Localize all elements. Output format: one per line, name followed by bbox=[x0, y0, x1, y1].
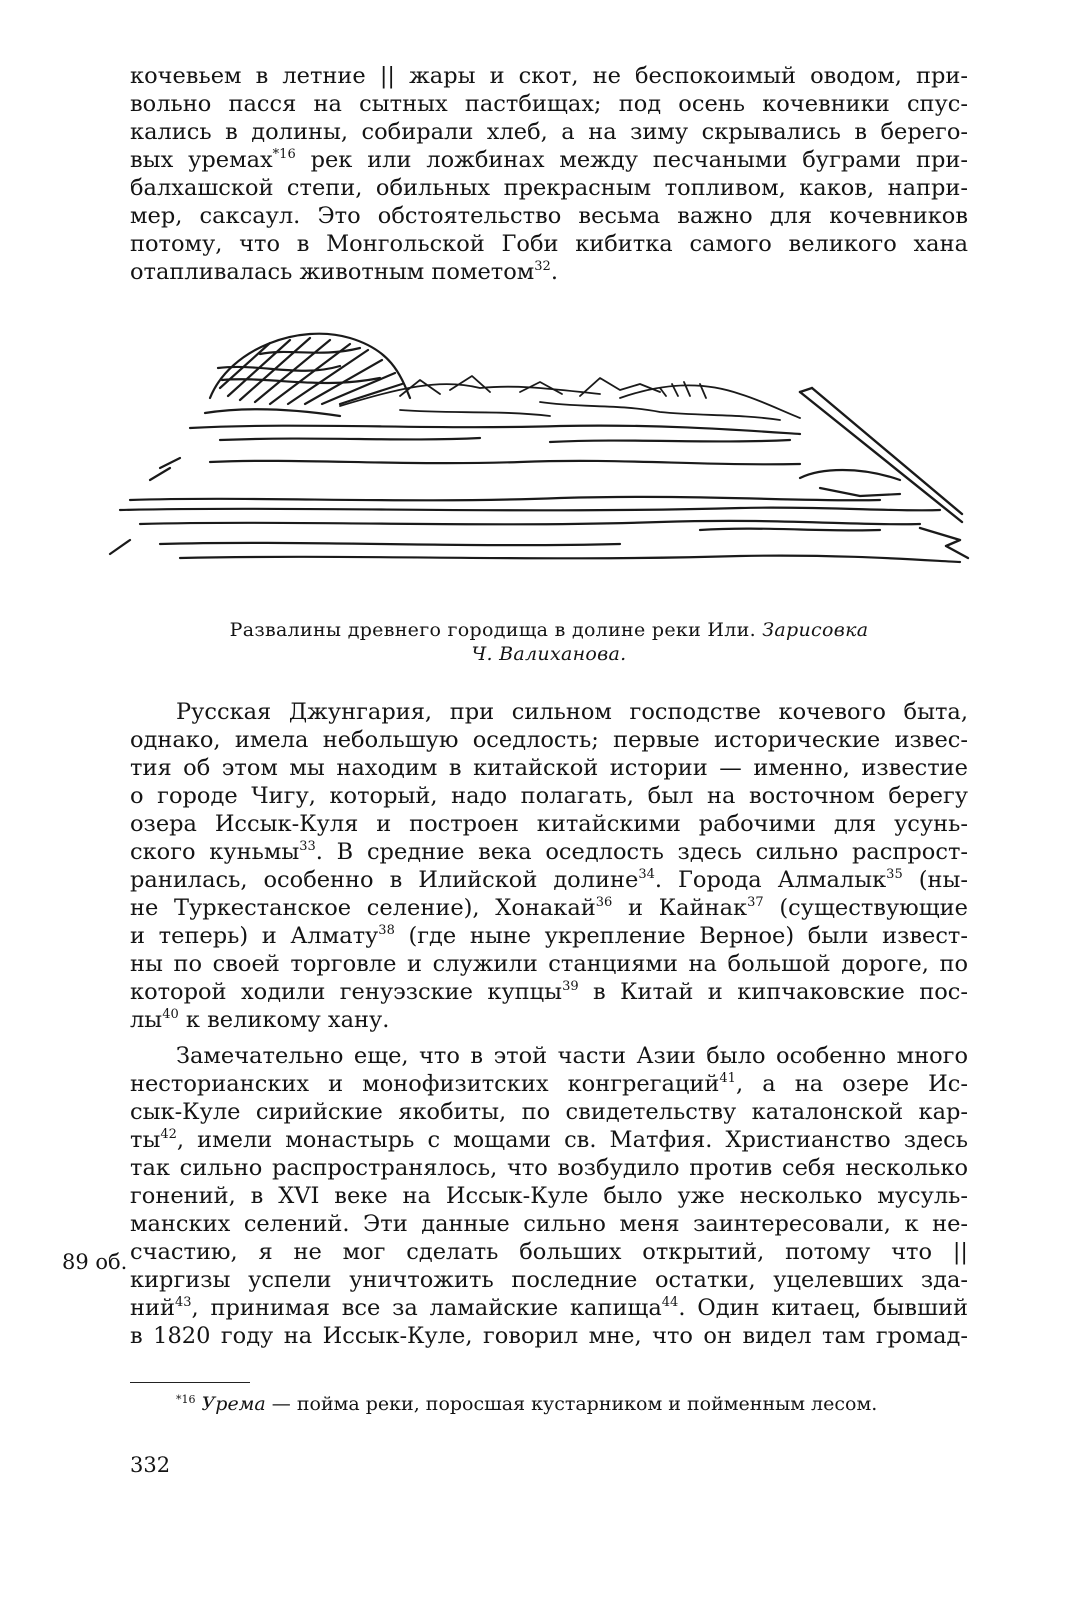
text-line: так сильно распространялось, что возбудило против себя несколько bbox=[130, 1155, 968, 1181]
footnote-ref: *16 bbox=[272, 147, 296, 162]
text-line: ского куньмы$^{33}$. В средние века оседлость здесь сильно распрост- bbox=[130, 839, 969, 865]
text-line: вых уремах$^{*16}$ рек или ложбинах между песчаными буграми при- bbox=[130, 147, 968, 173]
text-line: отапливалась животным пометом$^{32}$. bbox=[130, 259, 558, 285]
figure-caption: Развалины древнего городища в долине реки Или. Зарисовка bbox=[229, 619, 869, 641]
text-line: в 1820 году на Иссык-Куле, говорил мне, что он видел там громад- bbox=[130, 1323, 968, 1349]
text-line: несторианских и монофизитских конгрегаций$^{41}$, а на озере Ис- bbox=[130, 1071, 969, 1097]
text-line: киргизы успели уничтожить последние остатки, уцелевших зда- bbox=[130, 1267, 968, 1293]
text-line: гонений, в XVI веке на Иссык-Куле было уже несколько мусуль- bbox=[130, 1183, 968, 1209]
footnote-ref: 38 bbox=[378, 923, 395, 938]
footnote-ref: 44 bbox=[661, 1295, 679, 1310]
text-line: ний$^{43}$, принимая все за ламайские капища$^{44}$. Один китаец, бывший bbox=[130, 1295, 969, 1321]
footnote-ref: 34 bbox=[638, 867, 655, 882]
footnote-ref: 36 bbox=[595, 895, 613, 910]
mound-sketch bbox=[205, 334, 410, 416]
plain-strokes-sketch bbox=[110, 426, 960, 562]
text-line: кочевьем в летние || жары и скот, не беспокоимый оводом, при- bbox=[130, 63, 968, 89]
footnote-ref: 43 bbox=[175, 1295, 192, 1310]
page-number: 332 bbox=[130, 1453, 171, 1477]
text-line: Замечательно еще, что в этой части Азии было особенно много bbox=[176, 1043, 968, 1069]
text-line: манских селений. Эти данные сильно меня заинтересовали, к не- bbox=[130, 1211, 968, 1237]
footnote-term: Урема bbox=[201, 1393, 266, 1415]
footnote-ref: 41 bbox=[719, 1071, 736, 1086]
text-line: не Туркестанское селение), Хонакай$^{36}$ и Кайнак$^{37}$ (существующие bbox=[130, 895, 968, 921]
text-line: $лы^{40}$ к великому хану. bbox=[130, 1007, 390, 1033]
text-line: о городе Чигу, который, надо полагать, был на восточном берегу bbox=[130, 783, 968, 809]
text-line: сык-Куле сирийские якобиты, по свидетельству каталонской кар- bbox=[130, 1099, 968, 1125]
footnote-ref: 39 bbox=[562, 979, 579, 994]
ruins-sketch-illustration bbox=[100, 318, 970, 590]
footnote-marker: *16 bbox=[176, 1393, 196, 1406]
text-line: $ты^{42}$, имели монастырь с мощами св. Матфия. Христианство здесь bbox=[130, 1127, 968, 1153]
text-line: озера Иссык-Куля и построен китайскими рабочими для усунь- bbox=[130, 811, 968, 837]
margin-folio-note: 89 об. bbox=[62, 1250, 128, 1274]
text-line: ны по своей торговле и служили станциями на большой дороге, по bbox=[130, 951, 968, 977]
footnote-ref: 40 bbox=[162, 1007, 179, 1022]
footnote-divider bbox=[130, 1382, 250, 1383]
text-line: счастию, я не мог сделать больших открытий, потому что || bbox=[130, 1239, 968, 1265]
text-line: кались в долины, собирали хлеб, а на зиму скрывались в берего- bbox=[130, 119, 968, 145]
footnote-ref: 33 bbox=[299, 839, 316, 854]
footnote-ref: 37 bbox=[747, 895, 764, 910]
text-line: которой ходили генуэзские купцы$^{39}$ в Китай и кипчаковские пос- bbox=[130, 979, 968, 1005]
text-line: Русская Джунгария, при сильном господстве кочевого быта, bbox=[176, 699, 968, 725]
footnote-ref: 32 bbox=[534, 259, 551, 274]
text-line: и теперь) и Алмату$^{38}$ (где ныне укрепление Верное) были извест- bbox=[130, 923, 968, 949]
figure-caption-line2: Ч. Валиханова. bbox=[471, 643, 627, 665]
footnote-ref: 42 bbox=[160, 1127, 177, 1142]
text-line: мер, саксаул. Это обстоятельство весьма важно для кочевников bbox=[130, 203, 968, 229]
pole-sketch bbox=[800, 388, 968, 558]
text-line: вольно пасся на сытных пастбищах; под осень кочевники спус- bbox=[130, 91, 968, 117]
text-line: потому, что в Монгольской Гоби кибитка самого великого хана bbox=[130, 231, 968, 257]
text-line: тия об этом мы находим в китайской истории — именно, известие bbox=[130, 755, 968, 781]
footnote: $^{*16}$ Урема — пойма реки, поросшая кустарником и пойменным лесом. bbox=[176, 1393, 878, 1415]
text-line: ранилась, особенно в Илийской долине$^{34}$. Города Алмалык$^{35}$ (ны- bbox=[130, 867, 968, 893]
footnote-ref: 35 bbox=[886, 867, 903, 882]
text-line: однако, имела небольшую оседлость; первые исторические извес- bbox=[130, 727, 968, 753]
text-line: балхашской степи, обильных прекрасным топливом, каков, напри- bbox=[130, 175, 968, 201]
